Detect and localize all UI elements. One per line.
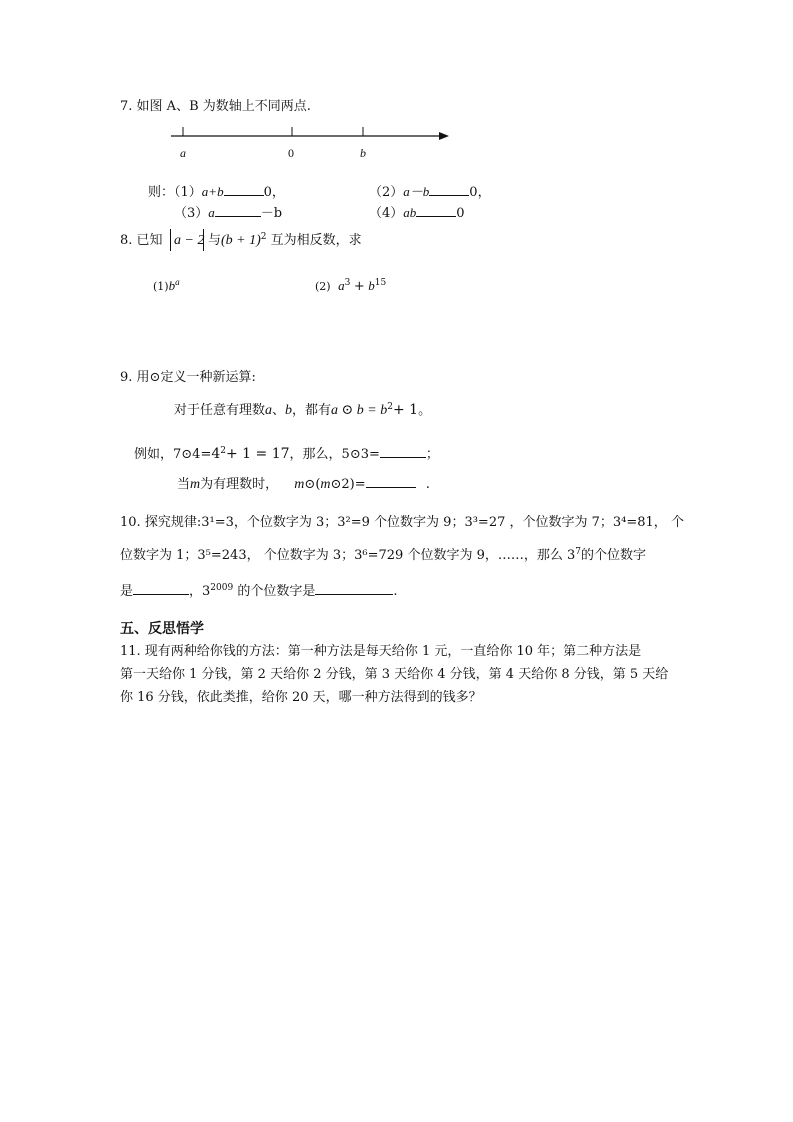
q9-ex-prefix: 例如， [134, 447, 174, 462]
q7-p3-end: －b [260, 206, 283, 221]
q9-m-blank[interactable] [366, 475, 416, 488]
q8-p2-b: b [368, 278, 375, 293]
q10-line3-c: 的个位数字是 [237, 584, 316, 599]
q9-m-var: m [190, 477, 201, 492]
q9-definition [174, 403, 431, 418]
q11-line-3: 你 16 分钱，依此类推，给你 20 天，哪一种方法得到的钱多？ [120, 690, 482, 705]
q7-p2-label: （2） [369, 185, 404, 200]
q7-part-4 [369, 204, 465, 220]
q9-def-end: 。 [418, 403, 432, 418]
q8-intro: 已知 [136, 233, 163, 248]
q9-ex-rest: + 1 = 17 [226, 446, 290, 462]
number-line-arrow [439, 132, 449, 140]
q8-expr: (b + 1) [221, 233, 261, 248]
q10-line1-text: 探究规律:3¹=3，个位数字为 3；3²=9 个位数字为 9；3³=27 ，个位数字为 7；3⁴=81， 个 [144, 515, 684, 530]
q9-m-prefix: 当 [177, 477, 191, 492]
q8-title [120, 234, 163, 247]
q7-p4-end: 0 [456, 206, 465, 221]
q10-line2-exp: 7 [575, 547, 581, 557]
q9-ex-end: ； [425, 447, 439, 462]
q9-def-a: a [265, 403, 273, 418]
q8-part-2 [315, 279, 386, 293]
axis-label-b: b [360, 146, 366, 160]
abs-bar-left [170, 229, 171, 251]
q10-line-2 [120, 549, 646, 562]
q9-m-end: . [425, 477, 430, 492]
q7-part-3 [174, 204, 282, 220]
q7-p3-label: （3） [174, 206, 209, 221]
q8-exp: 2 [260, 232, 267, 242]
q8-p1-label: (1) [153, 280, 169, 293]
q9-number: 9. [120, 370, 133, 385]
q7-part-1 [148, 183, 285, 199]
q9-m-expr4: ⊙2)= [330, 477, 366, 492]
q9-m-expr1: m [294, 477, 305, 492]
q9-m-expr3: m [320, 477, 331, 492]
q9-def-b: b [285, 403, 293, 418]
q10-line3-exp: 2009 [210, 583, 234, 593]
q8-p1-base: b [168, 278, 176, 293]
q11-line-1: 11. 现有两种给你钱的方法：第一种方法是每天给你 1 元，一直给你 10 年；第二种方法是 [120, 644, 642, 659]
q10-blank-1[interactable] [133, 582, 189, 595]
q9-def-tail: + 1 [392, 402, 419, 418]
q9-ex-blank[interactable] [380, 445, 426, 458]
q8-p2-label: (2) [315, 280, 331, 293]
q7-p2-end: 0， [469, 185, 491, 200]
q9-ex-calc: 7⊙4= [173, 447, 212, 462]
q7-then: 则： [148, 185, 175, 200]
abs-bar-right [203, 229, 204, 251]
q7-number: 7. [120, 99, 133, 114]
q9-ex-four: 4 [211, 446, 221, 462]
q7-p3-blank[interactable] [215, 204, 261, 217]
q7-p4-expr: ab [403, 205, 417, 220]
q9-title [120, 371, 256, 384]
q9-example [134, 445, 439, 461]
q8-end: 互为相反数，求 [270, 233, 362, 248]
q7-p1-end: 0， [263, 185, 285, 200]
q10-line3-end: . [393, 584, 398, 599]
q10-number: 10. [120, 515, 141, 530]
q8-abs-inner: a − 2 [174, 233, 205, 248]
section-heading: 五、反思悟学 [120, 621, 204, 637]
q9-def-formula: a ⊙ b = b [331, 403, 388, 418]
q7-text: 如图 A、B 为数轴上不同两点. [136, 99, 311, 114]
q8-p2-a-exp: 3 [344, 278, 351, 288]
q8-p2-b-exp: 15 [374, 278, 387, 288]
q10-line2-text: 位数字为 1；3⁵=243， 个位数字为 3；3⁶=729 个位数字为 9，……，那么 3 [120, 548, 576, 563]
q9-ex-exp: 2 [220, 446, 226, 456]
q9-def-sep: 、 [272, 403, 286, 418]
q9-m-line [177, 475, 430, 492]
q9-m-mid: 为有理数时， [200, 477, 279, 492]
axis-label-zero: 0 [288, 146, 294, 160]
q9-ex-then: ，那么，5⊙3= [289, 447, 380, 462]
number-line [165, 120, 455, 165]
q8-number: 8. [120, 233, 133, 248]
q7-p3-expr: a [208, 205, 215, 220]
q8-p1-exp: a [175, 277, 180, 287]
q7-p1-label: （1） [174, 185, 202, 200]
q8-p2-a: a [338, 278, 345, 293]
axis-label-a: a [180, 146, 186, 160]
q9-text: 用⊙定义一种新运算: [136, 370, 256, 385]
q9-def-exp: 2 [387, 402, 393, 412]
q7-p1-blank[interactable] [224, 183, 264, 196]
q10-line-1 [120, 516, 684, 529]
q9-m-expr2: ⊙( [304, 477, 321, 492]
q7-part-2 [369, 183, 491, 199]
q7-p2-blank[interactable] [429, 183, 469, 196]
q9-def-prefix: 对于任意有理数 [174, 403, 266, 418]
q10-line3-b: ，3 [189, 584, 211, 599]
q11-line-2: 第一天给你 1 分钱，第 2 天给你 2 分钱，第 3 天给你 4 分钱，第 4 天给你 8 分钱，第 5 天给 [120, 667, 669, 682]
q7-p1-expr: a+b [201, 184, 224, 199]
q7-p2-expr: a－b [403, 184, 430, 199]
q7-p4-blank[interactable] [416, 204, 456, 217]
q8-p2-plus: + [353, 279, 365, 294]
q10-line3-a: 是 [120, 584, 134, 599]
q8-rest [208, 234, 362, 248]
q7-title [120, 100, 311, 113]
q10-line2-end: 的个位数字 [581, 548, 647, 563]
q8-mid: 与 [208, 233, 222, 248]
q8-part-1 [153, 279, 180, 292]
q10-line-3 [120, 582, 398, 598]
q9-def-mid: ，都有 [292, 403, 332, 418]
q10-blank-2[interactable] [315, 582, 393, 595]
q7-p4-label: （4） [369, 206, 404, 221]
